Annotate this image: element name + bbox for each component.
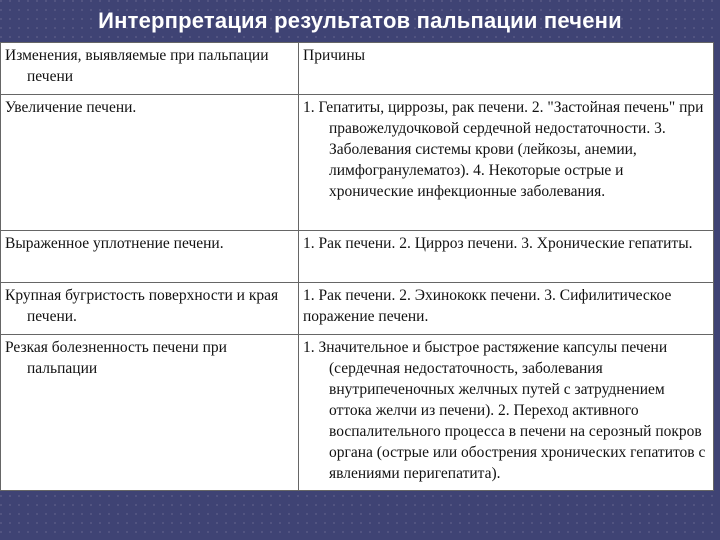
interpretation-table: [0, 42, 714, 491]
header-causes: Причины: [299, 43, 714, 95]
table-row: [1, 231, 714, 283]
header-changes: Изменения, выявляемые при пальпации печени: [1, 43, 299, 95]
table-header-row: [1, 43, 714, 95]
table-row: [1, 335, 714, 491]
row-change: Увеличение печени.: [1, 95, 299, 231]
slide-title: Интерпретация результатов пальпации печени: [98, 8, 622, 33]
row-change: Крупная бугристость поверхности и края печени.: [1, 283, 299, 335]
row-causes: 1. Гепатиты, циррозы, рак печени. 2. "Застойная печень" при правожелудочковой сердечной недостаточности. 3. Заболевания системы крови (лейкозы, анемии, лимфогранулематоз). 4. Некоторые острые и хронические инфекционные заболевания.: [299, 95, 714, 231]
table-row: [1, 283, 714, 335]
row-change: Резкая болезненность печени при пальпации: [1, 335, 299, 491]
row-causes: 1. Рак печени. 2. Эхинококк печени. 3. Сифилитическое поражение печени.: [299, 283, 714, 335]
row-causes: 1. Рак печени. 2. Цирроз печени. 3. Хронические гепатиты.: [299, 231, 714, 283]
table-row: [1, 95, 714, 231]
row-causes: 1. Значительное и быстрое растяжение капсулы печени (сердечная недостаточность, заболевания внутрипеченочных желчных путей с затруднением оттока желчи из печени). 2. Переход активного воспалительного процесса в печени на серозный покров органа (острые или обострения хронических гепатитов с явлениями перигепатита).: [299, 335, 714, 491]
row-change: Выраженное уплотнение печени.: [1, 231, 299, 283]
